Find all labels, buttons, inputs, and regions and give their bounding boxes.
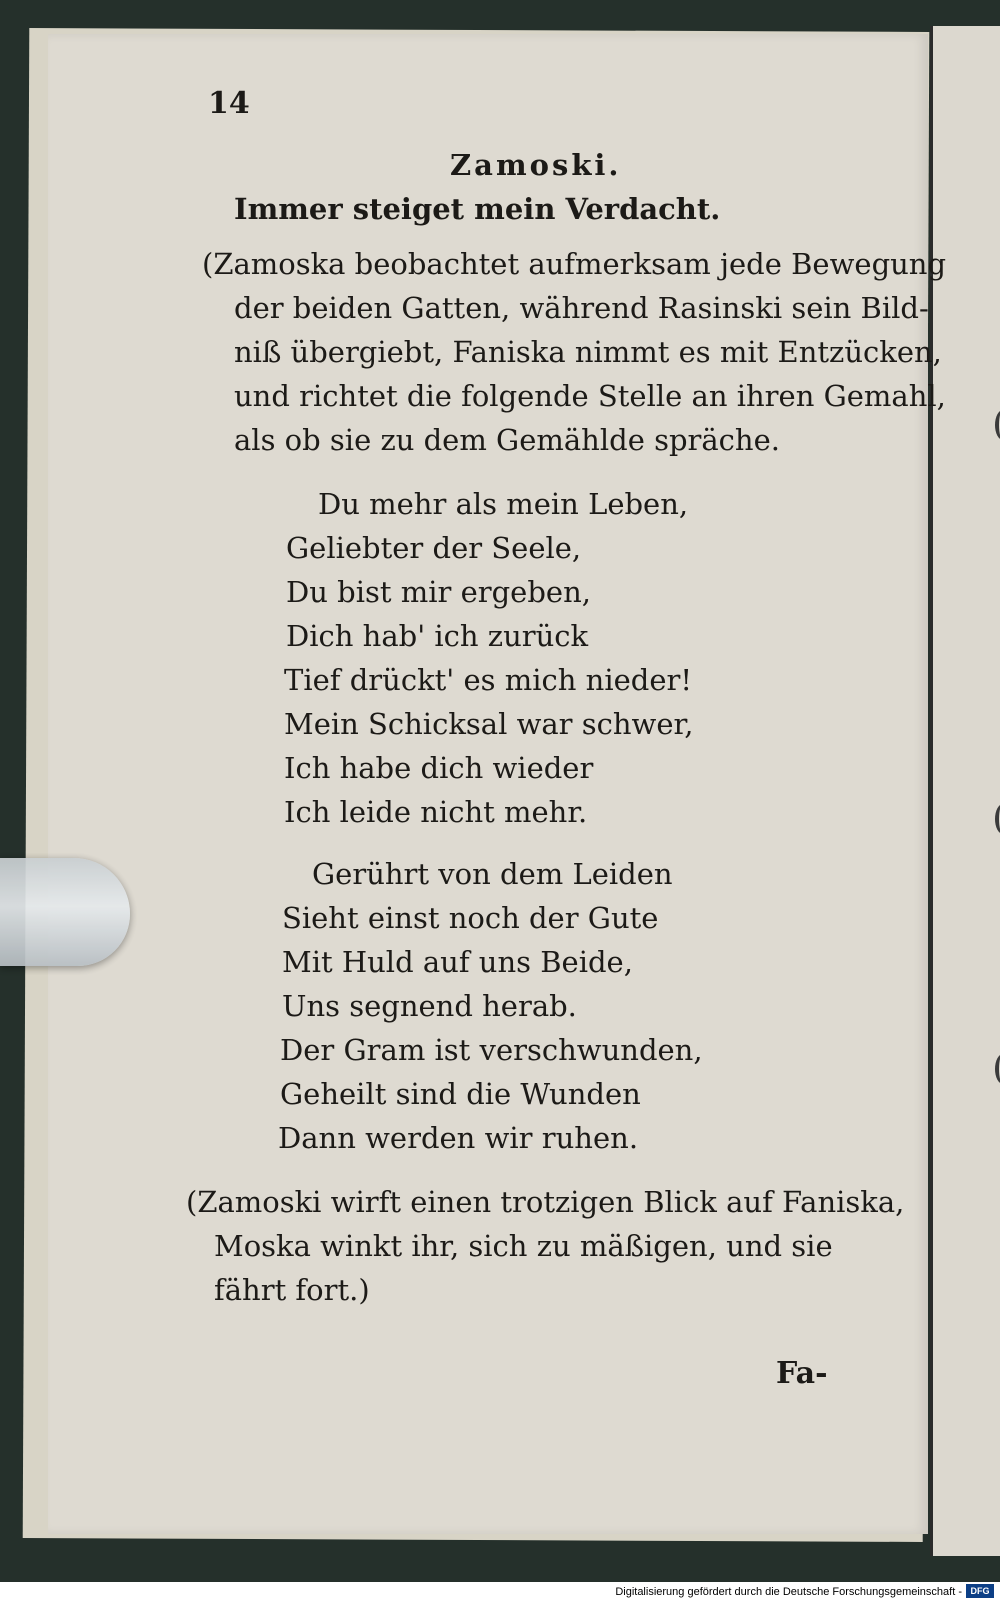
dfg-logo: DFG: [966, 1584, 994, 1598]
verse-line: Mein Schicksal war schwer,: [284, 707, 694, 741]
footer-credit: Digitalisierung gefördert durch die Deutsche Forschungsgemeinschaft -: [615, 1586, 962, 1598]
bracket-mark: [995, 410, 1000, 440]
speech-line: Immer steiget mein Verdacht.: [234, 192, 721, 226]
verse-line: Tief drückt' es mich nieder!: [284, 663, 693, 697]
verse-line: Du bist mir ergeben,: [286, 575, 591, 609]
verse-line: Sieht einst noch der Gute: [282, 901, 659, 935]
verse-line: Ich habe dich wieder: [284, 751, 594, 785]
stage-direction-line: (Zamoski wirft einen trotzigen Blick auf Faniska,: [186, 1185, 905, 1219]
stage-direction-line: (Zamoska beobachtet aufmerksam jede Bewegung: [202, 247, 947, 281]
verse-line: Geheilt sind die Wunden: [280, 1077, 641, 1111]
stage-direction-line: Moska winkt ihr, sich zu mäßigen, und sie: [214, 1229, 833, 1263]
verse-line: Uns segnend herab.: [282, 989, 577, 1023]
verse-line: Dich hab' ich zurück: [286, 619, 589, 653]
verse-line: Gerührt von dem Leiden: [312, 857, 673, 891]
verse-line: Geliebter der Seele,: [286, 531, 582, 565]
stage-direction-line: und richtet die folgende Stelle an ihren Gemahl,: [234, 379, 946, 413]
verse-line: Der Gram ist verschwunden,: [280, 1033, 703, 1067]
verse-line: Ich leide nicht mehr.: [284, 795, 588, 829]
stage-direction-line: als ob sie zu dem Gemählde spräche.: [234, 423, 780, 457]
stage-direction-line: der beiden Gatten, während Rasinski sein Bild-: [234, 291, 929, 325]
catchword: Fa-: [776, 1356, 828, 1391]
verse-line: Dann werden wir ruhen.: [278, 1121, 639, 1155]
bracket-mark: [995, 804, 1000, 834]
verse-line: Mit Huld auf uns Beide,: [282, 945, 633, 979]
page-clip: [0, 858, 130, 966]
stage-direction-line: niß übergiebt, Faniska nimmt es mit Entzücken,: [234, 335, 942, 369]
stage-direction-line: fährt fort.): [214, 1273, 370, 1307]
page-number: 14: [208, 86, 250, 121]
bracket-mark: [995, 1054, 1000, 1084]
speaker-name: Zamoski.: [450, 148, 622, 182]
verse-line: Du mehr als mein Leben,: [318, 487, 689, 521]
